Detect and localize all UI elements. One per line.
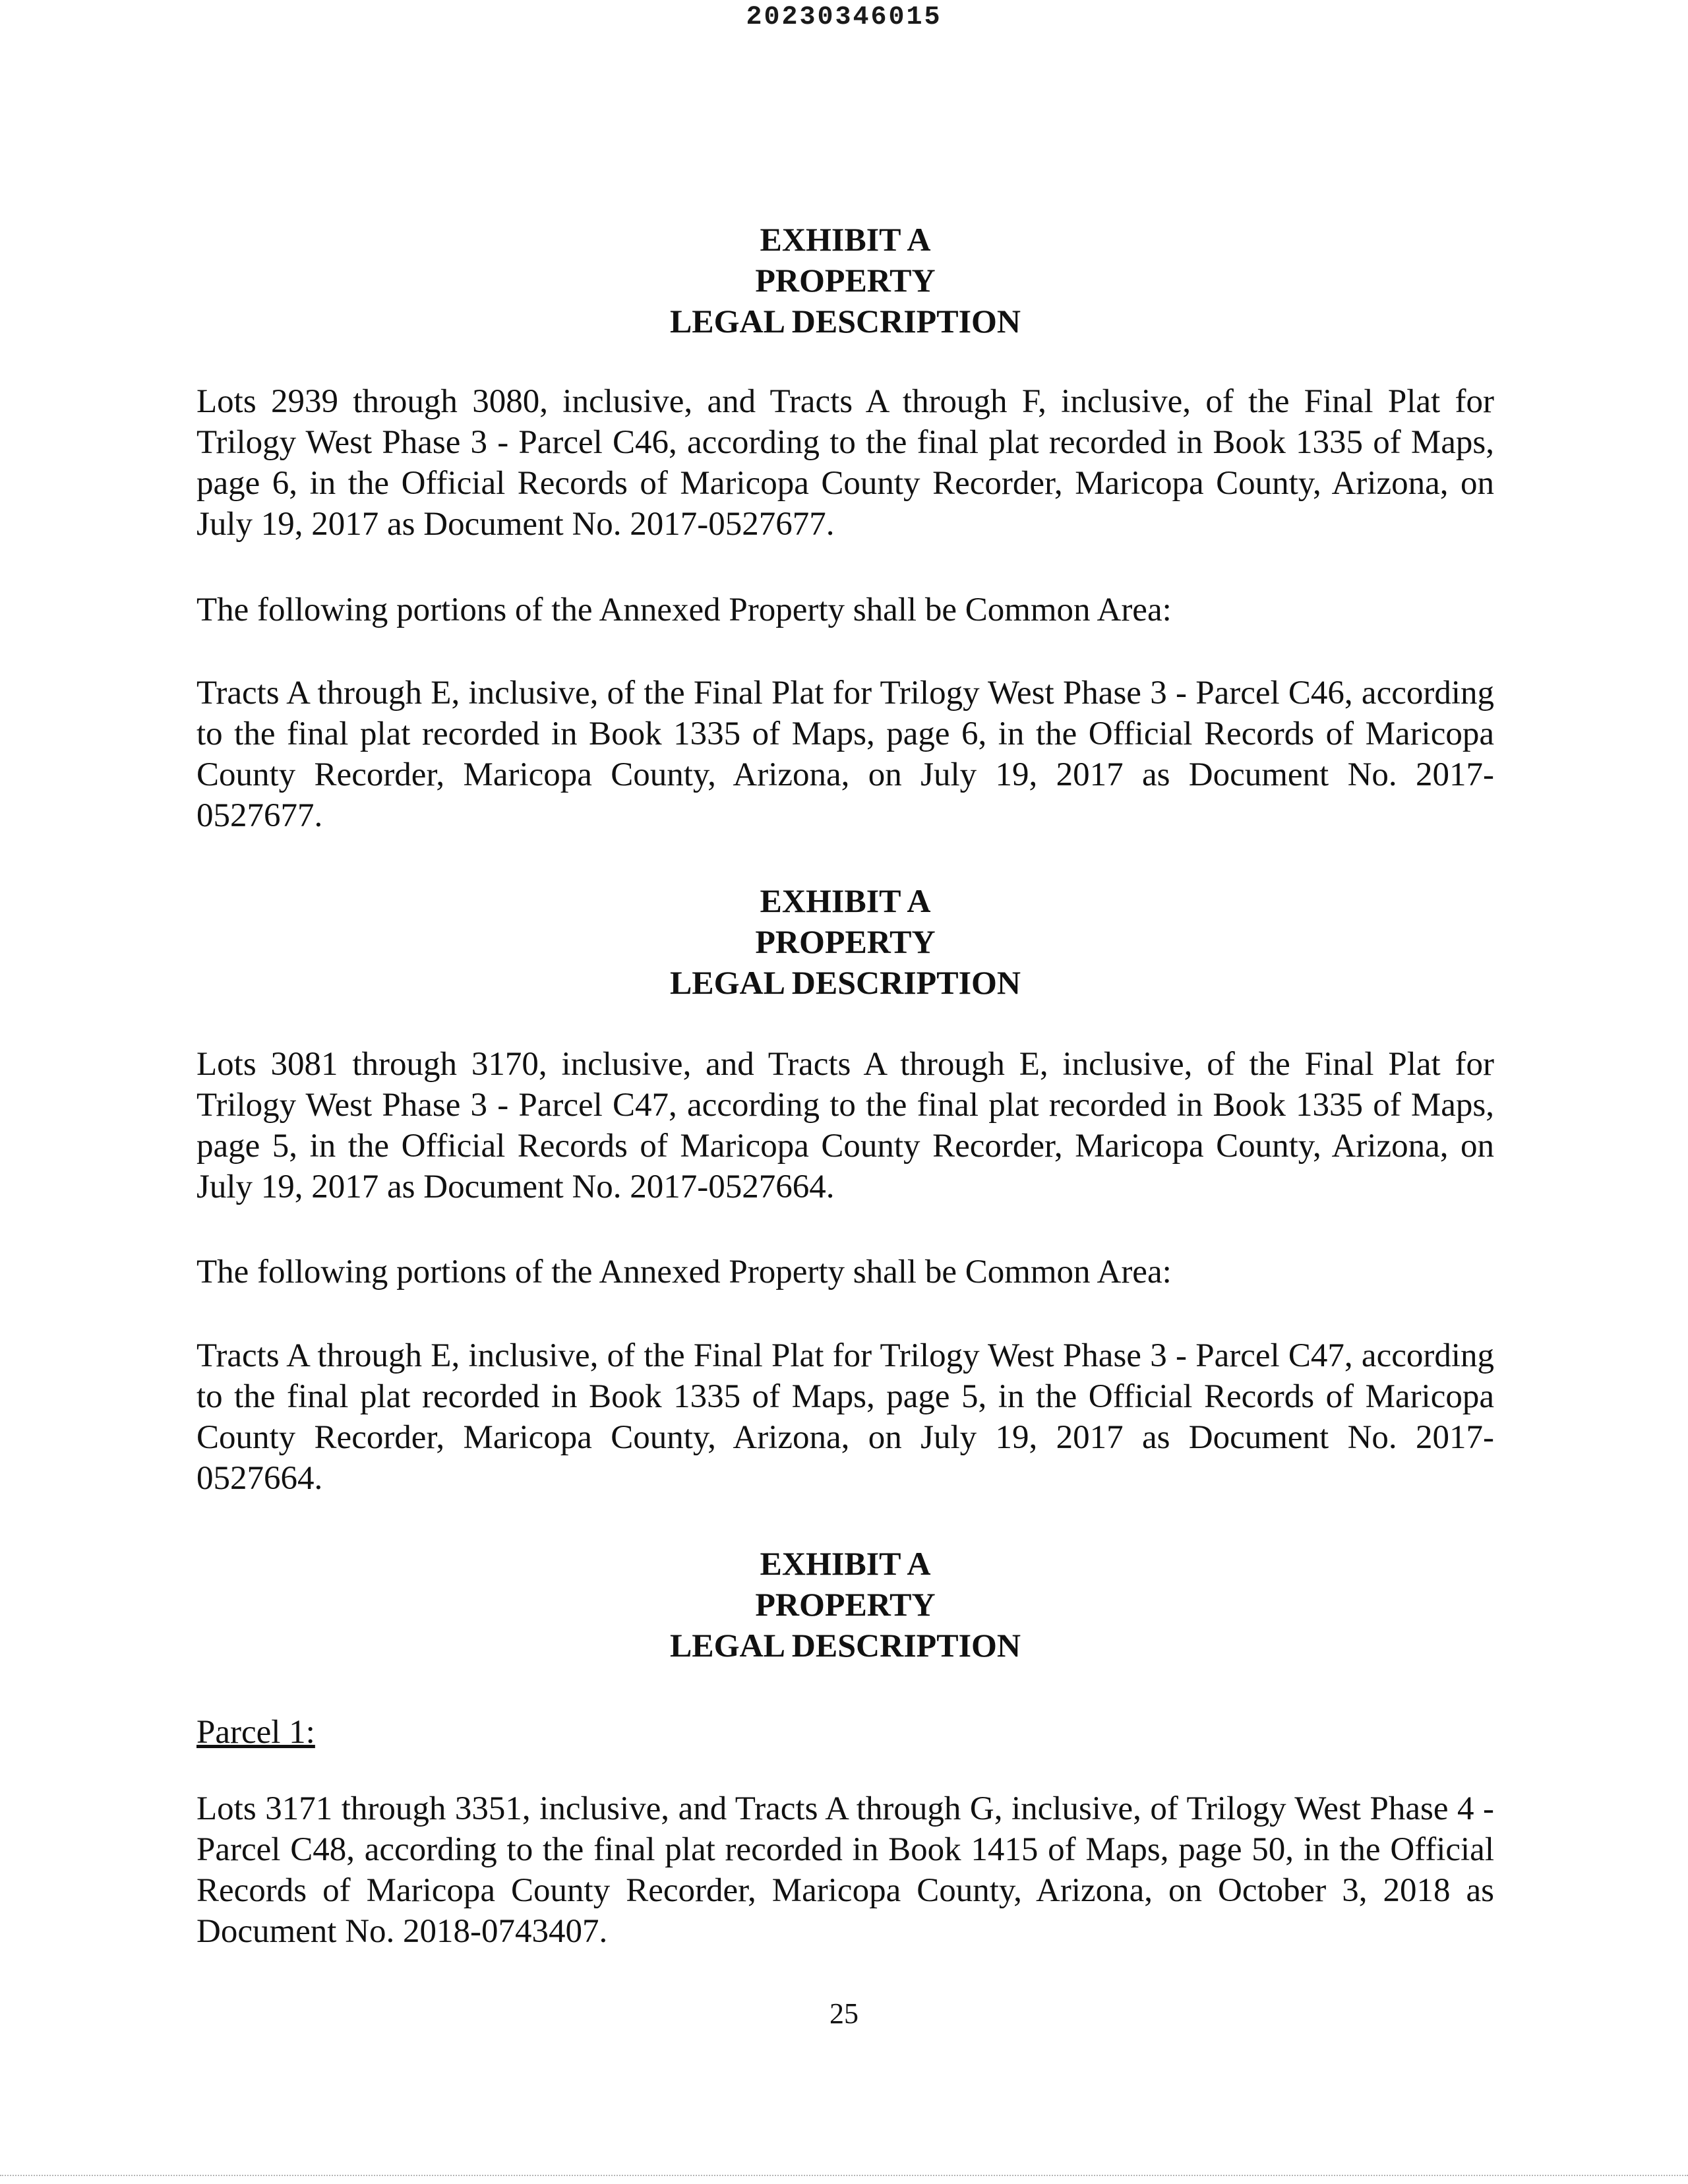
legal-description-paragraph-2: Lots 3081 through 3170, inclusive, and Tracts A through E, inclusive, of the Final Plat for Trilogy West Phase 3 - Parcel C47, according to the final plat recorded in Book 1335 of Maps, page 5, in the Official Records of Maricopa County Recorder, Maricopa County, Arizona, on July 19, 2017 as Document No. 2017-0527664. xyxy=(196,1046,1494,1205)
exhibit-caption: LEGAL DESCRIPTION xyxy=(669,964,1021,1001)
exhibit-title: EXHIBIT A xyxy=(760,882,931,919)
common-area-intro-2: The following portions of the Annexed Property shall be Common Area: xyxy=(196,1254,1172,1290)
exhibit-caption: LEGAL DESCRIPTION xyxy=(669,1627,1021,1664)
page-number: 25 xyxy=(829,1997,859,2030)
exhibit-title: EXHIBIT A xyxy=(760,221,931,258)
exhibit-heading-3 xyxy=(196,1543,1494,1666)
exhibit-subtitle: PROPERTY xyxy=(755,1586,936,1623)
recording-document-number: 20230346015 xyxy=(746,3,942,32)
parcel-label: Parcel 1: xyxy=(196,1714,315,1751)
legal-description-paragraph-1: Lots 2939 through 3080, inclusive, and Tracts A through F, inclusive, of the Final Plat for Trilogy West Phase 3 - Parcel C46, according to the final plat recorded in Book 1335 of Maps, page 6, in the Official Records of Maricopa County Recorder, Maricopa County, Arizona, on July 19, 2017 as Document No. 2017-0527677. xyxy=(196,383,1494,543)
legal-description-paragraph-3: Lots 3171 through 3351, inclusive, and Tracts A through G, inclusive, of Trilogy West Phase 4 - Parcel C48, according to the final plat recorded in Book 1415 of Maps, page 50, in the Official Records of Maricopa County Recorder, Maricopa County, Arizona, on October 3, 2018 as Document No. 2018-0743407. xyxy=(196,1790,1494,1950)
scan-edge-divider xyxy=(0,2175,1688,2176)
exhibit-heading-2 xyxy=(196,880,1494,1003)
common-area-paragraph-1: Tracts A through E, inclusive, of the Final Plat for Trilogy West Phase 3 - Parcel C46, according to the final plat recorded in Book 1335 of Maps, page 6, in the Official Records of Maricopa County Recorder, Maricopa County, Arizona, on July 19, 2017 as Document No. 2017-0527677. xyxy=(196,675,1494,834)
exhibit-caption: LEGAL DESCRIPTION xyxy=(669,303,1021,340)
exhibit-title: EXHIBIT A xyxy=(760,1545,931,1582)
common-area-intro-1: The following portions of the Annexed Property shall be Common Area: xyxy=(196,592,1172,628)
exhibit-subtitle: PROPERTY xyxy=(755,923,936,960)
exhibit-subtitle: PROPERTY xyxy=(755,262,936,299)
exhibit-heading-1 xyxy=(196,219,1494,342)
common-area-paragraph-2: Tracts A through E, inclusive, of the Final Plat for Trilogy West Phase 3 - Parcel C47, according to the final plat recorded in Book 1335 of Maps, page 5, in the Official Records of Maricopa County Recorder, Maricopa County, Arizona, on July 19, 2017 as Document No. 2017-0527664. xyxy=(196,1337,1494,1497)
